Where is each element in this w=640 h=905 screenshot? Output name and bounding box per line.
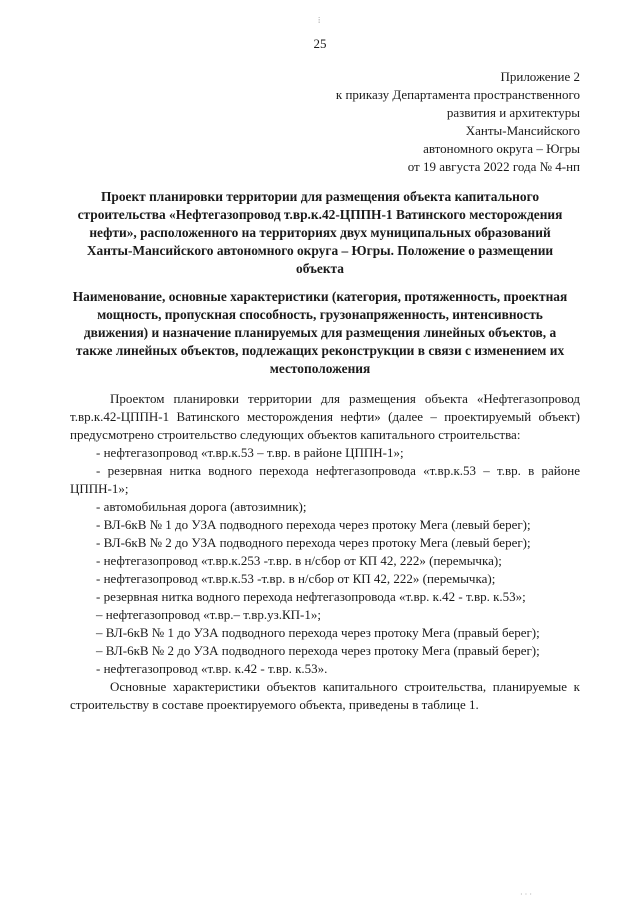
appendix-line: от 19 августа 2022 года № 4-нп — [407, 159, 580, 174]
appendix-line: Приложение 2 — [500, 69, 580, 84]
intro-paragraph: Проектом планировки территории для размещения объекта «Нефтегазопровод т.вр.к.42-ЦППН-1 Ватинского месторождения нефти» (далее – проектируемый объект) предусмотрено строительство следующих объектов капитального строительства: — [70, 391, 580, 442]
appendix-line: автономного округа – Югры — [423, 141, 580, 156]
document-title: Проект планировки территории для размещения объекта капитального строительства «Нефтегазопровод т.вр.к.42-ЦППН-1 Ватинского месторождения нефти», расположенного на территориях двух муниципальных образований Ханты-Мансийского автономного округа – Югры. Положение о размещении объекта — [77, 189, 563, 276]
appendix-line: развития и архитектуры — [446, 105, 580, 120]
list-item: - ВЛ-6кВ № 2 до УЗА подводного перехода через протоку Мега (левый берег); — [96, 535, 531, 550]
scan-artifact-icon: ⁞ — [318, 16, 321, 25]
list-item: - нефтегазопровод «т.вр.к.253 -т.вр. в н/сбор от КП 42, 222» (перемычка); — [96, 553, 502, 568]
appendix-header — [240, 68, 580, 176]
appendix-line: Ханты-Мансийского — [465, 123, 580, 138]
list-item: - автомобильная дорога (автозимник); — [96, 499, 307, 514]
list-item: - ВЛ-6кВ № 1 до УЗА подводного перехода через протоку Мега (левый берег); — [96, 517, 531, 532]
page-number: 25 — [313, 36, 327, 51]
body-text — [70, 390, 580, 714]
list-item: - резервная нитка водного перехода нефтегазопровода «т.вр.к.53 – т.вр. в районе ЦППН-1»; — [70, 463, 580, 496]
list-item: – ВЛ-6кВ № 1 до УЗА подводного перехода через протоку Мега (правый берег); — [96, 625, 540, 640]
scan-artifact-icon: · · · — [520, 890, 532, 899]
appendix-line: к приказу Департамента пространственного — [335, 87, 580, 102]
list-item: - нефтегазопровод «т.вр.к.53 – т.вр. в районе ЦППН-1»; — [96, 445, 404, 460]
closing-paragraph: Основные характеристики объектов капитального строительства, планируемые к строительству в составе проектируемого объекта, приведены в таблице 1. — [70, 679, 580, 712]
list-item: - резервная нитка водного перехода нефтегазопровода «т.вр. к.42 - т.вр. к.53»; — [96, 589, 526, 604]
section-title: Наименование, основные характеристики (категория, протяженность, проектная мощность, пропускная способность, грузонапряженность, интенсивность движения) и назначение планируемых для размещения линейных объектов, а также линейных объектов, подлежащих реконструкции в связи с изменением их местоположения — [72, 289, 568, 376]
list-item: - нефтегазопровод «т.вр. к.42 - т.вр. к.53». — [96, 661, 328, 676]
list-item: - нефтегазопровод «т.вр.к.53 -т.вр. в н/сбор от КП 42, 222» (перемычка); — [96, 571, 496, 586]
list-item: – ВЛ-6кВ № 2 до УЗА подводного перехода через протоку Мега (правый берег); — [96, 643, 540, 658]
list-item: – нефтегазопровод «т.вр.– т.вр.уз.КП-1»; — [96, 607, 321, 622]
